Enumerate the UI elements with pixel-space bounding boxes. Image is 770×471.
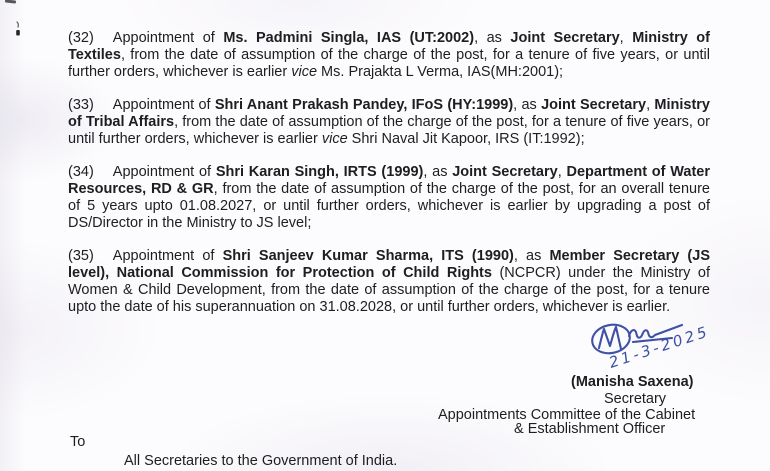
- text-run: , as: [513, 97, 542, 113]
- recipient-line: All Secretaries to the Government of India.: [124, 453, 398, 469]
- text-run: ,: [646, 97, 655, 113]
- scan-artifact-corner: [5, 0, 16, 4]
- text-run: Ministry of Textiles: [68, 30, 710, 63]
- text-run: vice: [321, 131, 348, 147]
- text-run: Appointment of: [112, 97, 215, 113]
- text-run: ,: [557, 164, 567, 180]
- text-run: Joint Secretary: [510, 30, 620, 46]
- paragraph-32: [68, 30, 710, 81]
- paragraph-number: (32): [68, 30, 94, 46]
- signatory-org-line2: & Establishment Officer: [514, 421, 666, 437]
- signature-monogram: [599, 327, 621, 349]
- text-run: , from the date of assumption of the charge of the post, for an overall tenure of 5 years upto 01.08.2027, or until further orders, whichever is earlier by upgrading a post of DS/Director in the Ministry to JS level;: [68, 181, 710, 231]
- text-run: (NCPCR) under the Ministry of Women & Child Development, from the date of assumption of the charge of the post, for a tenure upto the date of his superannuation on 31.08.2028, or until further orders, whichever is earlier.: [68, 265, 710, 315]
- text-run: Member Secretary (JS level), National Commission for Protection of Child Rights: [68, 248, 710, 281]
- paragraphs: [68, 30, 710, 316]
- signature: [585, 318, 760, 374]
- text-run: vice: [291, 64, 318, 80]
- text-run: , from the date of assumption of the charge of the post, for a tenure of five years, or until further orders, whichever is earlier: [68, 47, 710, 80]
- signatory-org-line1: Appointments Committee of the Cabinet: [438, 407, 696, 423]
- text-run: Ms. Prajakta L Verma, IAS(MH:2001);: [317, 64, 564, 80]
- text-run: , from the date of assumption of the charge of the post, for a tenure of five years, or until further orders, whichever is earlier: [68, 114, 710, 147]
- text-run: Shri Karan Singh, IRTS (1999): [215, 164, 424, 180]
- text-run: , as: [513, 248, 550, 264]
- text-run: Joint Secretary: [541, 97, 647, 113]
- text-run: Appointment of: [112, 30, 224, 46]
- text-run: Shri Naval Jit Kapoor, IRS (IT:1992);: [347, 131, 585, 147]
- paragraph-number: (34): [68, 164, 94, 180]
- signatory-title: Secretary: [604, 391, 667, 407]
- text-run: Shri Anant Prakash Pandey, IFoS (HY:1999): [214, 97, 514, 113]
- text-run: , as: [474, 30, 511, 46]
- text-run: Ministry of Tribal Affairs: [68, 97, 710, 130]
- text-run: , as: [423, 164, 453, 180]
- text-run: Appointment of: [112, 164, 216, 180]
- paragraph-number: (33): [68, 97, 94, 113]
- text-run: Ms. Padmini Singla, IAS (UT:2002): [223, 30, 475, 46]
- paragraph-34: [68, 164, 710, 232]
- text-run: Department of Water Resources, RD & GR: [68, 164, 710, 197]
- ink-speck: [13, 21, 23, 38]
- signatory-name: (Manisha Saxena): [571, 374, 694, 390]
- text-run: Joint Secretary: [452, 164, 558, 180]
- paragraph-number: (35): [68, 248, 94, 264]
- signature-date: 21-3-2025: [606, 322, 712, 372]
- paragraph-33: [68, 97, 710, 148]
- paragraph-35: [68, 248, 710, 316]
- text-run: ,: [619, 30, 633, 46]
- text-run: Appointment of: [112, 248, 223, 264]
- to-label: To: [70, 434, 86, 450]
- text-run: Shri Sanjeev Kumar Sharma, ITS (1990): [222, 248, 514, 264]
